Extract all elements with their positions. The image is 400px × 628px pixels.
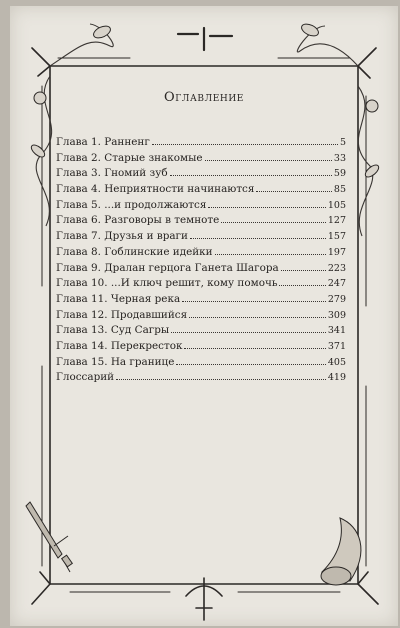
toc-entry-page: 309 [327,309,346,321]
toc-entry-label: Глава 6. Разговоры в темноте [56,214,220,227]
toc-entry-page: 341 [327,325,346,337]
leader-dots [190,238,326,239]
toc-entry[interactable] [56,340,346,356]
toc-entry-page: 405 [327,356,346,368]
toc-entry-page: 127 [327,215,346,227]
horn-icon [321,518,361,585]
toc-entry-page: 197 [327,246,346,258]
toc-entry[interactable] [56,246,346,262]
toc-entry[interactable] [56,277,346,293]
leader-dots [205,160,332,161]
toc-entry-page: 85 [333,184,346,196]
toc-entry[interactable] [56,167,346,183]
leader-dots [182,301,326,302]
leader-dots [215,254,326,255]
toc-entry-label: Глава 15. На границе [56,355,175,368]
leader-dots [189,317,326,318]
toc-entry-label: Глава 8. Гоблинские идейки [56,245,213,258]
table-of-contents [56,136,346,387]
toc-entry[interactable] [56,230,346,246]
toc-entry-page: 157 [327,231,346,243]
leader-dots [184,348,325,349]
leader-dots [171,332,326,333]
toc-entry-page: 33 [333,152,346,164]
leader-dots [221,222,326,223]
leader-dots [176,364,325,365]
toc-entry-page: 5 [339,137,346,148]
toc-entry[interactable] [56,183,346,199]
toc-entry-page: 223 [327,262,346,274]
toc-entry-page: 105 [327,199,346,211]
toc-entry-label: Глава 3. Гномий зуб [56,167,168,180]
toc-entry[interactable] [56,152,346,168]
toc-entry-page: 279 [327,293,346,305]
dagger-icon [26,502,72,572]
toc-entry-label: Глава 5. ...и продолжаются [56,198,207,211]
toc-entry[interactable] [56,324,346,340]
toc-entry-label: Глава 14. Перекресток [56,339,183,352]
page-title: Оглавление [164,90,244,105]
toc-entry-label: Глоссарий [56,371,115,384]
toc-entry-label: Глава 11. Черная река [56,292,181,305]
toc-entry[interactable] [56,371,346,387]
leader-dots [256,191,331,192]
toc-entry-label: Глава 12. Продавшийся [56,308,188,321]
toc-entry[interactable] [56,356,346,372]
toc-entry-page: 247 [327,278,346,290]
toc-entry-label: Глава 10. ...И ключ решит, кому помочь [56,277,278,290]
leader-dots [279,285,325,286]
toc-entry[interactable] [56,293,346,309]
leader-dots [208,207,325,208]
toc-entry[interactable] [56,309,346,325]
toc-entry-page: 371 [327,340,346,352]
leader-dots [170,175,332,176]
toc-entry-page: 59 [333,168,346,180]
toc-entry-label: Глава 13. Суд Сагры [56,324,170,337]
toc-entry-label: Глава 4. Неприятности начинаются [56,183,255,196]
leader-dots [152,144,338,145]
toc-entry-page: 419 [327,372,346,384]
toc-entry[interactable] [56,136,346,152]
toc-entry[interactable] [56,214,346,230]
leader-dots [281,270,326,271]
toc-entry-label: Глава 2. Старые знакомые [56,151,203,164]
book-page [10,6,398,626]
toc-entry-label: Глава 7. Друзья и враги [56,230,188,243]
toc-entry-label: Глава 9. Дралан герцога Ганета Шагора [56,261,279,274]
leaf-icon [300,22,321,39]
toc-entry[interactable] [56,262,346,278]
toc-entry-label: Глава 1. Раннeнг [56,136,150,148]
leader-dots [116,379,326,380]
toc-entry[interactable] [56,199,346,215]
